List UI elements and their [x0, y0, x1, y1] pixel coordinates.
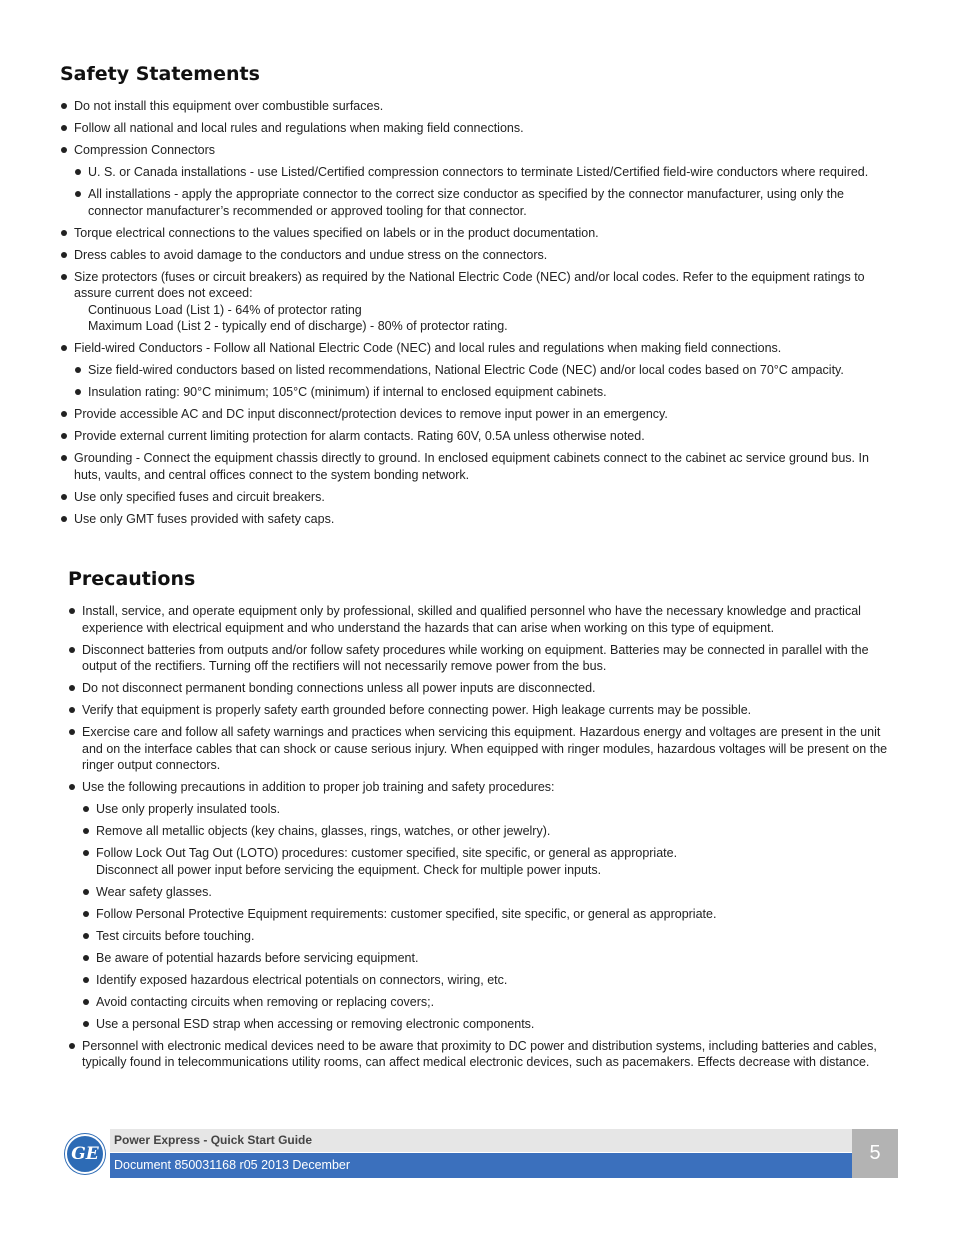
list-item-maximum-load: Maximum Load (List 2 - typically end of discharge) - 80% of protector rating. — [88, 319, 508, 333]
ge-monogram-icon: GE — [65, 1134, 105, 1174]
list-item — [82, 845, 892, 878]
list-item-continuation: Disconnect all power input before servicing the equipment. Check for multiple power inputs. — [96, 862, 602, 877]
list-item: Personnel with electronic medical devices need to be aware that proximity to DC power and distribution systems, including batteries and cables, typically found in telecommunications utility rooms, can affect medical electronic devices, such as pacemakers. Effects decrease with distance. — [68, 1038, 892, 1071]
list-item — [60, 269, 892, 335]
page-number-box — [852, 1129, 898, 1178]
list-item: Test circuits before touching. — [82, 928, 892, 945]
list-item: Dress cables to avoid damage to the conductors and undue stress on the connectors. — [60, 247, 892, 264]
list-item: Exercise care and follow all safety warnings and practices when servicing this equipment. Hazardous energy and voltages are present in the unit and on the interface cables that can shock or cause serious injury. When equipped with ringer modules, hazardous voltages will be present on the ringer output connectors. — [68, 724, 892, 774]
list-item: Disconnect batteries from outputs and/or follow safety procedures while working on equipment. Batteries may be connected in parallel with the output of the rectifiers. Turning off the rectifiers will not necessarily remove power from the bus. — [68, 642, 892, 675]
list-item: Remove all metallic objects (key chains, glasses, rings, watches, or other jewelry). — [82, 823, 892, 840]
list-item-label: Compression Connectors — [74, 143, 216, 157]
list-item — [68, 779, 892, 1032]
list-item: Wear safety glasses. — [82, 884, 892, 901]
precautions-list — [68, 603, 892, 1076]
guide-title: Power Express - Quick Start Guide — [114, 1133, 313, 1147]
list-item-label: Size protectors (fuses or circuit breakers) as required by the National Electric Code (NEC) and/or local codes. Refer to the equipment ratings to assure current does not exceed: — [74, 269, 865, 300]
list-item-label: Follow Lock Out Tag Out (LOTO) procedures: customer specified, site specific, or general as appropriate. — [96, 846, 678, 860]
list-item: Use a personal ESD strap when accessing or removing electronic components. — [82, 1016, 892, 1033]
job-precautions-sublist — [82, 801, 892, 1032]
safety-statements-list — [60, 98, 892, 533]
list-item-continuous-load: Continuous Load (List 1) - 64% of protector rating — [88, 302, 362, 317]
list-item: Do not install this equipment over combustible surfaces. — [60, 98, 892, 115]
list-item: Provide external current limiting protection for alarm contacts. Rating 60V, 0.5A unless otherwise noted. — [60, 428, 892, 445]
list-item: Follow all national and local rules and regulations when making field connections. — [60, 120, 892, 137]
safety-statements-heading: Safety Statements — [60, 63, 260, 85]
list-item: Size field-wired conductors based on listed recommendations, National Electric Code (NEC) and/or local codes based on 70°C ampacity. — [74, 362, 892, 379]
list-item — [60, 340, 892, 401]
document-number: Document 850031168 r05 2013 December — [114, 1158, 351, 1172]
list-item: Install, service, and operate equipment only by professional, skilled and qualified personnel who have the necessary knowledge and practical experience with electrical equipment and who understand the hazards that can arise when working on this type of equipment. — [68, 603, 892, 636]
list-item: Verify that equipment is properly safety earth grounded before connecting power. High leakage currents may be possible. — [68, 702, 892, 719]
list-item: Use only properly insulated tools. — [82, 801, 892, 818]
footer-title-bar — [110, 1129, 852, 1152]
list-item: All installations - apply the appropriate connector to the correct size conductor as specified by the connector manufacturer, using only the connector manufacturer’s recommended or approved tooling for that connector. — [74, 186, 892, 219]
page-footer — [60, 1128, 900, 1180]
list-item-label: Use the following precautions in addition to proper job training and safety procedures: — [82, 780, 555, 794]
list-item: Identify exposed hazardous electrical potentials on connectors, wiring, etc. — [82, 972, 892, 989]
list-item: Grounding - Connect the equipment chassis directly to ground. In enclosed equipment cabinets connect to the cabinet ac service ground bus. In huts, vaults, and central offices connect to the system bonding network. — [60, 450, 892, 483]
list-item: Follow Personal Protective Equipment requirements: customer specified, site specific, or general as appropriate. — [82, 906, 892, 923]
field-wired-sublist — [74, 362, 892, 401]
list-item: Insulation rating: 90°C minimum; 105°C (minimum) if internal to enclosed equipment cabinets. — [74, 384, 892, 401]
compression-sublist — [74, 164, 892, 219]
footer-document-bar — [110, 1153, 852, 1178]
page-number: 5 — [869, 1142, 881, 1164]
list-item: Use only GMT fuses provided with safety caps. — [60, 511, 892, 528]
list-item: Do not disconnect permanent bonding connections unless all power inputs are disconnected. — [68, 680, 892, 697]
list-item: Torque electrical connections to the values specified on labels or in the product documentation. — [60, 225, 892, 242]
list-item: Be aware of potential hazards before servicing equipment. — [82, 950, 892, 967]
list-item: Provide accessible AC and DC input disconnect/protection devices to remove input power in an emergency. — [60, 406, 892, 423]
list-item: U. S. or Canada installations - use Listed/Certified compression connectors to terminate Listed/Certified field-wire conductors where required. — [74, 164, 892, 181]
list-item: Avoid contacting circuits when removing or replacing covers;. — [82, 994, 892, 1011]
list-item: Use only specified fuses and circuit breakers. — [60, 489, 892, 506]
list-item-label: Field-wired Conductors - Follow all National Electric Code (NEC) and local rules and regulations when making field connections. — [74, 341, 782, 355]
list-item — [60, 142, 892, 219]
precautions-heading: Precautions — [68, 568, 196, 590]
